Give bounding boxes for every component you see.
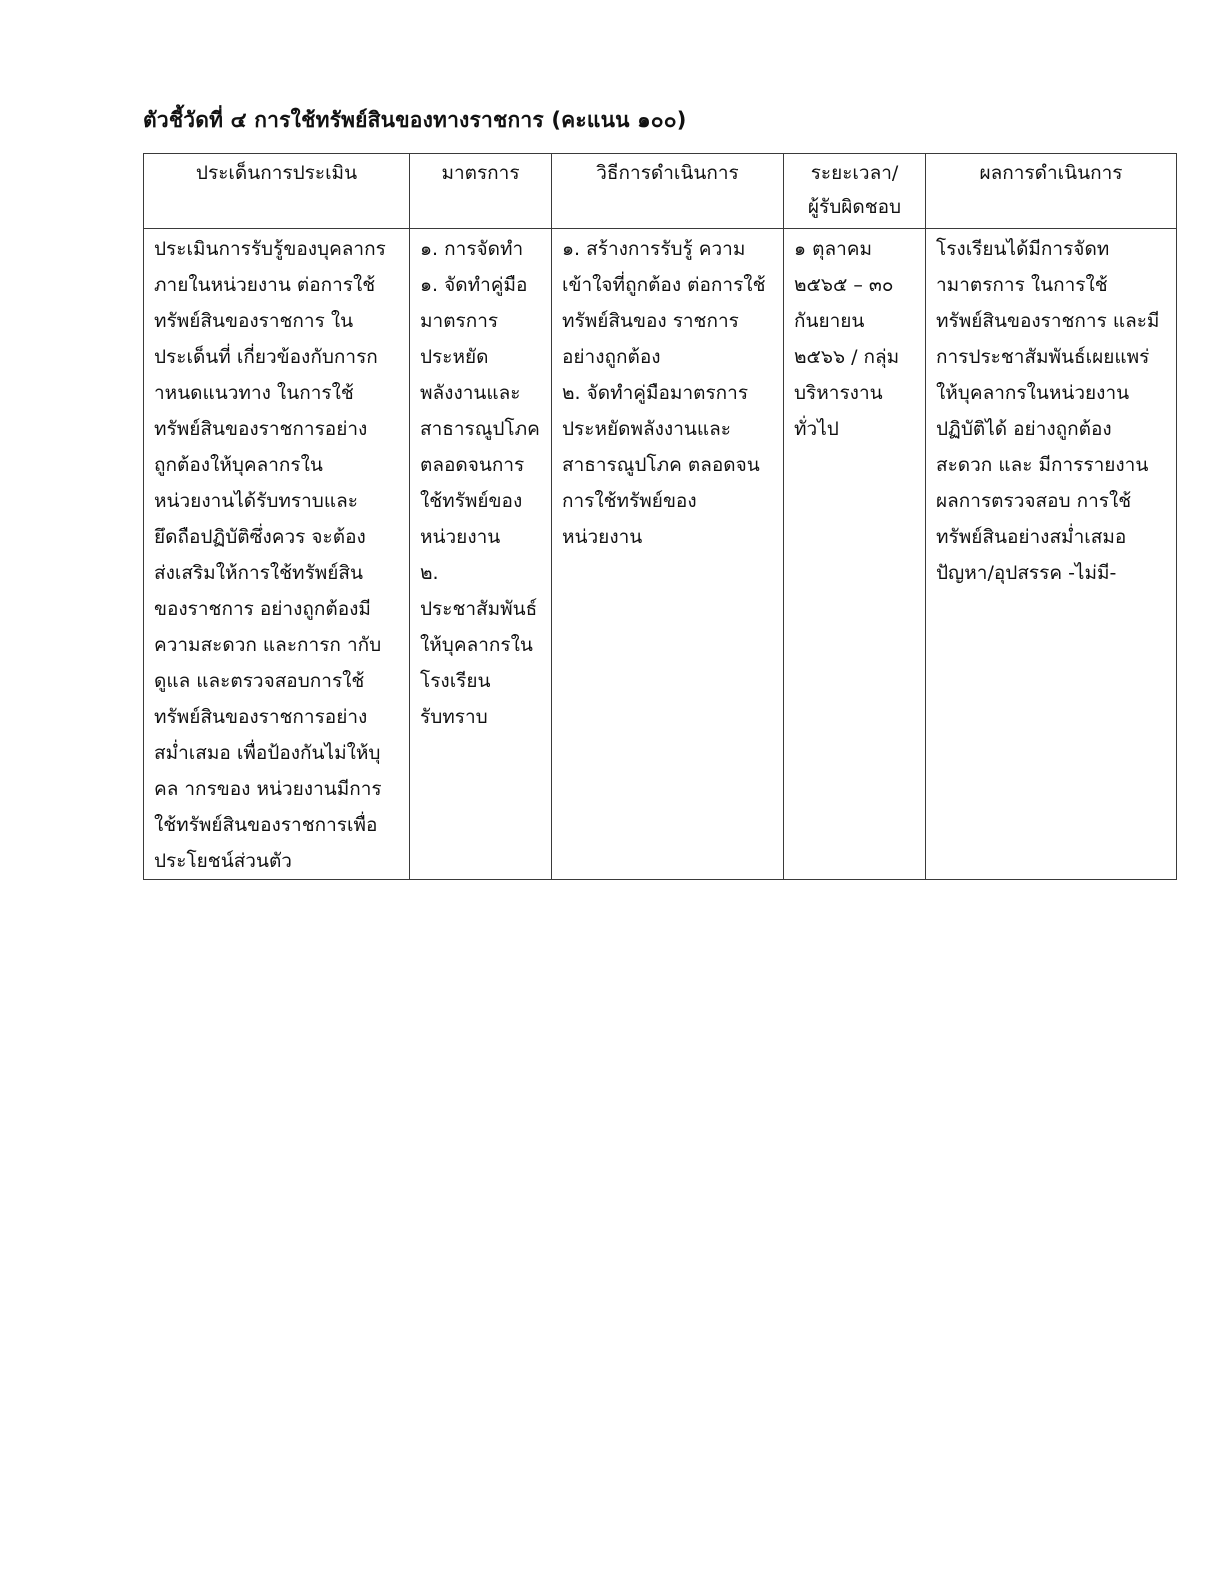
cell-line: สม่ำเสมอ เพื่อป้องกันไม่ให้บุ bbox=[154, 742, 381, 764]
cell-line: ประชาสัมพันธ์ bbox=[420, 598, 538, 620]
cell-line: ทรัพย์สินของ ราชการ bbox=[562, 310, 739, 332]
header-line: วิธีการดำเนินการ bbox=[596, 162, 739, 184]
cell-line: ดูแล และตรวจสอบการใช้ bbox=[154, 670, 365, 692]
cell-line: ทรัพย์สินของราชการอย่าง bbox=[154, 706, 368, 728]
cell-line: ประหยัด bbox=[420, 346, 489, 368]
indicator-table bbox=[143, 153, 1177, 880]
cell-line: าหนดแนวทาง ในการใช้ bbox=[154, 382, 354, 404]
cell-line: หน่วยงานได้รับทราบและ bbox=[154, 490, 358, 512]
cell-line: ๑. สร้างการรับรู้ ความ bbox=[562, 238, 746, 260]
cell-line: ทรัพย์สินของราชการอย่าง bbox=[154, 418, 368, 440]
cell-line: คล ากรของ หน่วยงานมีการ bbox=[154, 778, 382, 800]
cell-line: โรงเรียนได้มีการจัดท bbox=[936, 238, 1110, 260]
cell-line: ๒. bbox=[420, 562, 439, 584]
cell-line: สาธารณูปโภค bbox=[420, 418, 540, 440]
cell-timeframe bbox=[784, 229, 926, 880]
cell-line: ๒. จัดทำคู่มือมาตรการ bbox=[562, 382, 749, 404]
cell-line: โรงเรียน bbox=[420, 670, 491, 692]
cell-line: ถูกต้องให้บุคลากรใน bbox=[154, 454, 323, 476]
header-timeframe bbox=[784, 154, 926, 229]
cell-line: หน่วยงาน bbox=[420, 526, 501, 548]
cell-line: การประชาสัมพันธ์เผยแพร่ bbox=[936, 346, 1150, 368]
cell-line: ให้บุคลากรใน bbox=[420, 634, 533, 656]
cell-result bbox=[926, 229, 1177, 880]
cell-line: ประหยัดพลังงานและ bbox=[562, 418, 731, 440]
cell-line: ๒๕๖๕ – ๓๐ bbox=[794, 274, 894, 296]
cell-line: ใช้ทรัพย์ของ bbox=[420, 490, 523, 512]
header-assessment-issue bbox=[144, 154, 410, 229]
cell-line: ส่งเสริมให้การใช้ทรัพย์สิน bbox=[154, 562, 364, 584]
cell-assessment-issue bbox=[144, 229, 410, 880]
cell-line: ของราชการ อย่างถูกต้องมี bbox=[154, 598, 371, 620]
cell-line: ยึดถือปฏิบัติซึ่งควร จะต้อง bbox=[154, 526, 366, 548]
cell-line: ๑. การจัดทำ bbox=[420, 238, 524, 260]
cell-line: กันยายน bbox=[794, 310, 865, 332]
header-line: ผู้รับผิดชอบ bbox=[807, 196, 902, 218]
cell-line: ทั่วไป bbox=[794, 418, 839, 440]
cell-line: ๑. จัดทำคู่มือ bbox=[420, 274, 528, 296]
header-line: ประเด็นการประเมิน bbox=[195, 162, 358, 184]
header-measures bbox=[410, 154, 552, 229]
cell-line: ประโยชน์ส่วนตัว bbox=[154, 850, 292, 872]
cell-line: ให้บุคลากรในหน่วยงาน bbox=[936, 382, 1130, 404]
cell-line: ทรัพย์สินของราชการ และมี bbox=[936, 310, 1160, 332]
header-row bbox=[144, 154, 1177, 229]
cell-line: ประเด็นที่ เกี่ยวข้องกับการก bbox=[154, 346, 378, 368]
table-header bbox=[144, 154, 1177, 229]
cell-line: ภายในหน่วยงาน ต่อการใช้ bbox=[154, 274, 376, 296]
cell-line: พลังงานและ bbox=[420, 382, 521, 404]
cell-line: เข้าใจที่ถูกต้อง ต่อการใช้ bbox=[562, 274, 766, 296]
cell-line: รับทราบ bbox=[420, 706, 488, 728]
cell-line: ามาตรการ ในการใช้ bbox=[936, 274, 1108, 296]
header-method bbox=[552, 154, 784, 229]
cell-line: บริหารงาน bbox=[794, 382, 883, 404]
cell-line: มาตรการ bbox=[420, 310, 499, 332]
cell-measures bbox=[410, 229, 552, 880]
header-line: มาตรการ bbox=[441, 162, 520, 184]
cell-line: ผลการตรวจสอบ การใช้ bbox=[936, 490, 1132, 512]
cell-line: ทรัพย์สินของราชการ ใน bbox=[154, 310, 354, 332]
cell-line: ปัญหา/อุปสรรค -ไม่มี- bbox=[936, 562, 1117, 584]
cell-method bbox=[552, 229, 784, 880]
header-result bbox=[926, 154, 1177, 229]
cell-line: หน่วยงาน bbox=[562, 526, 643, 548]
table-row bbox=[144, 229, 1177, 880]
cell-line: ปฏิบัติได้ อย่างถูกต้อง bbox=[936, 418, 1112, 440]
cell-line: ความสะดวก และการก ากับ bbox=[154, 634, 382, 656]
cell-line: สะดวก และ มีการรายงาน bbox=[936, 454, 1149, 476]
cell-line: อย่างถูกต้อง bbox=[562, 346, 661, 368]
cell-line: สาธารณูปโภค ตลอดจน bbox=[562, 454, 760, 476]
header-line: ผลการดำเนินการ bbox=[979, 162, 1123, 184]
cell-line: ประเมินการรับรู้ของบุคลากร bbox=[154, 238, 386, 260]
header-line: ระยะเวลา/ bbox=[810, 162, 899, 184]
cell-line: ตลอดจนการ bbox=[420, 454, 525, 476]
cell-line: ๒๕๖๖ / กลุ่ม bbox=[794, 346, 900, 368]
cell-line: ทรัพย์สินอย่างสม่ำเสมอ bbox=[936, 526, 1127, 548]
cell-line: การใช้ทรัพย์ของ bbox=[562, 490, 697, 512]
cell-line: ๑ ตุลาคม bbox=[794, 238, 872, 260]
page-title: ตัวชี้วัดที่ ๔ การใช้ทรัพย์สินของทางราชการ (คะแนน ๑๐๐) bbox=[143, 108, 687, 132]
cell-line: ใช้ทรัพย์สินของราชการเพื่อ bbox=[154, 814, 378, 836]
